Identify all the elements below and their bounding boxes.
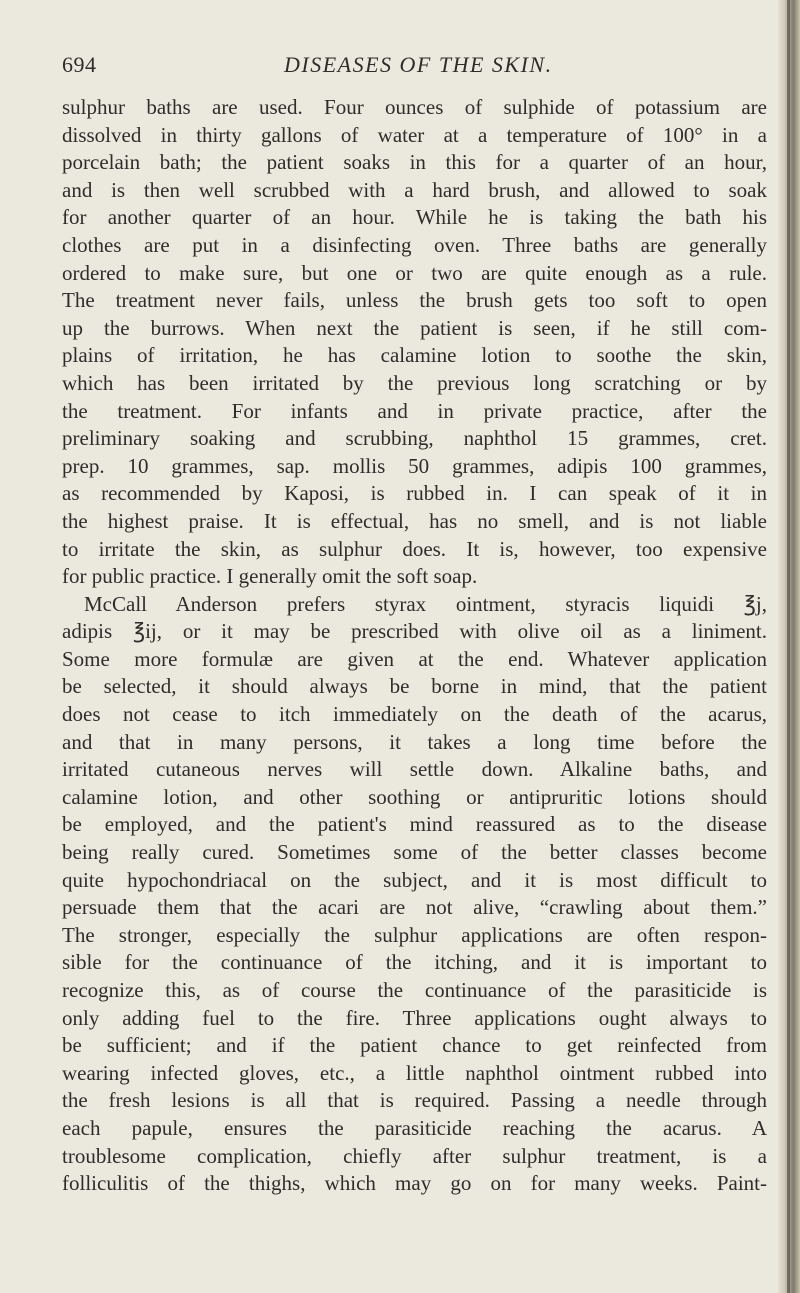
text-line: dissolved in thirty gallons of water at a temperature of 100° in a <box>62 122 767 147</box>
text-line: as recommended by Kaposi, is rubbed in. I can speak of it in <box>62 481 767 506</box>
text-line: only adding fuel to the fire. Three applications ought always to <box>62 1005 767 1030</box>
text-line: be employed, and the patient's mind reassured as to the disease <box>62 812 767 837</box>
text-line: for another quarter of an hour. While he is taking the bath his <box>62 205 767 230</box>
text-line: clothes are put in a disinfecting oven. Three baths are generally <box>62 232 767 257</box>
text-line: for public practice. I generally omit the soft soap. <box>62 564 478 589</box>
text-line: prep. 10 grammes, sap. mollis 50 grammes, adipis 100 grammes, <box>62 453 767 478</box>
text-line: McCall Anderson prefers styrax ointment, styracis liquidi ℥j, <box>84 591 767 616</box>
text-line: sulphur baths are used. Four ounces of sulphide of potassium are <box>62 95 767 119</box>
text-line: each papule, ensures the parasiticide reaching the acarus. A <box>62 1115 767 1140</box>
text-line: be selected, it should always be borne in mind, that the patient <box>62 674 767 699</box>
page-number: 694 <box>62 52 97 77</box>
text-line: porcelain bath; the patient soaks in this for a quarter of an hour, <box>62 150 767 175</box>
text-line: recognize this, as of course the continuance of the parasiticide is <box>62 978 767 1002</box>
text-line: persuade them that the acari are not alive, “crawling about them.” <box>62 895 767 920</box>
text-line: plains of irritation, he has calamine lotion to soothe the skin, <box>62 343 767 368</box>
text-line: the fresh lesions is all that is required. Passing a needle through <box>62 1088 767 1113</box>
text-line: the treatment. For infants and in private practice, after the <box>62 398 767 423</box>
body-text <box>62 94 767 1198</box>
paragraph-1 <box>62 94 767 591</box>
text-line: folliculitis of the thighs, which may go on for many weeks. Paint- <box>62 1171 767 1196</box>
text-line: ordered to make sure, but one or two are quite enough as a rule. <box>62 260 767 285</box>
text-line: calamine lotion, and other soothing or antipruritic lotions should <box>62 784 767 809</box>
page-edge-line <box>787 0 790 1293</box>
text-line: being really cured. Sometimes some of the better classes become <box>62 840 767 865</box>
text-line: the highest praise. It is effectual, has no smell, and is not liable <box>62 508 767 533</box>
text-line: preliminary soaking and scrubbing, naphthol 15 grammes, cret. <box>62 426 767 451</box>
text-line: troublesome complication, chiefly after sulphur treatment, is a <box>62 1143 767 1168</box>
running-title: DISEASES OF THE SKIN. <box>284 52 553 77</box>
text-line: adipis ℥ij, or it may be prescribed with olive oil as a liniment. <box>62 619 767 644</box>
text-line: be sufficient; and if the patient chance to get reinfected from <box>62 1033 767 1058</box>
text-line: up the burrows. When next the patient is seen, if he still com- <box>62 315 767 340</box>
text-line: and that in many persons, it takes a long time before the <box>62 729 767 754</box>
text-line: Some more formulæ are given at the end. Whatever application <box>62 646 767 671</box>
text-line: to irritate the skin, as sulphur does. It is, however, too expensive <box>62 536 767 561</box>
text-line: sible for the continuance of the itching, and it is important to <box>62 950 767 975</box>
page-header <box>62 48 762 82</box>
text-line: which has been irritated by the previous long scratching or by <box>62 370 767 395</box>
text-line: and is then well scrubbed with a hard brush, and allowed to soak <box>62 177 767 202</box>
text-line: The treatment never fails, unless the brush gets too soft to open <box>62 288 767 313</box>
paragraph-2 <box>62 591 767 1198</box>
text-line: quite hypochondriacal on the subject, and it is most difficult to <box>62 867 767 892</box>
text-line: does not cease to itch immediately on the death of the acarus, <box>62 702 767 727</box>
text-line: wearing infected gloves, etc., a little naphthol ointment rubbed into <box>62 1060 767 1085</box>
text-line: irritated cutaneous nerves will settle down. Alkaline baths, and <box>62 757 767 782</box>
text-line: The stronger, especially the sulphur applications are often respon- <box>62 922 767 947</box>
